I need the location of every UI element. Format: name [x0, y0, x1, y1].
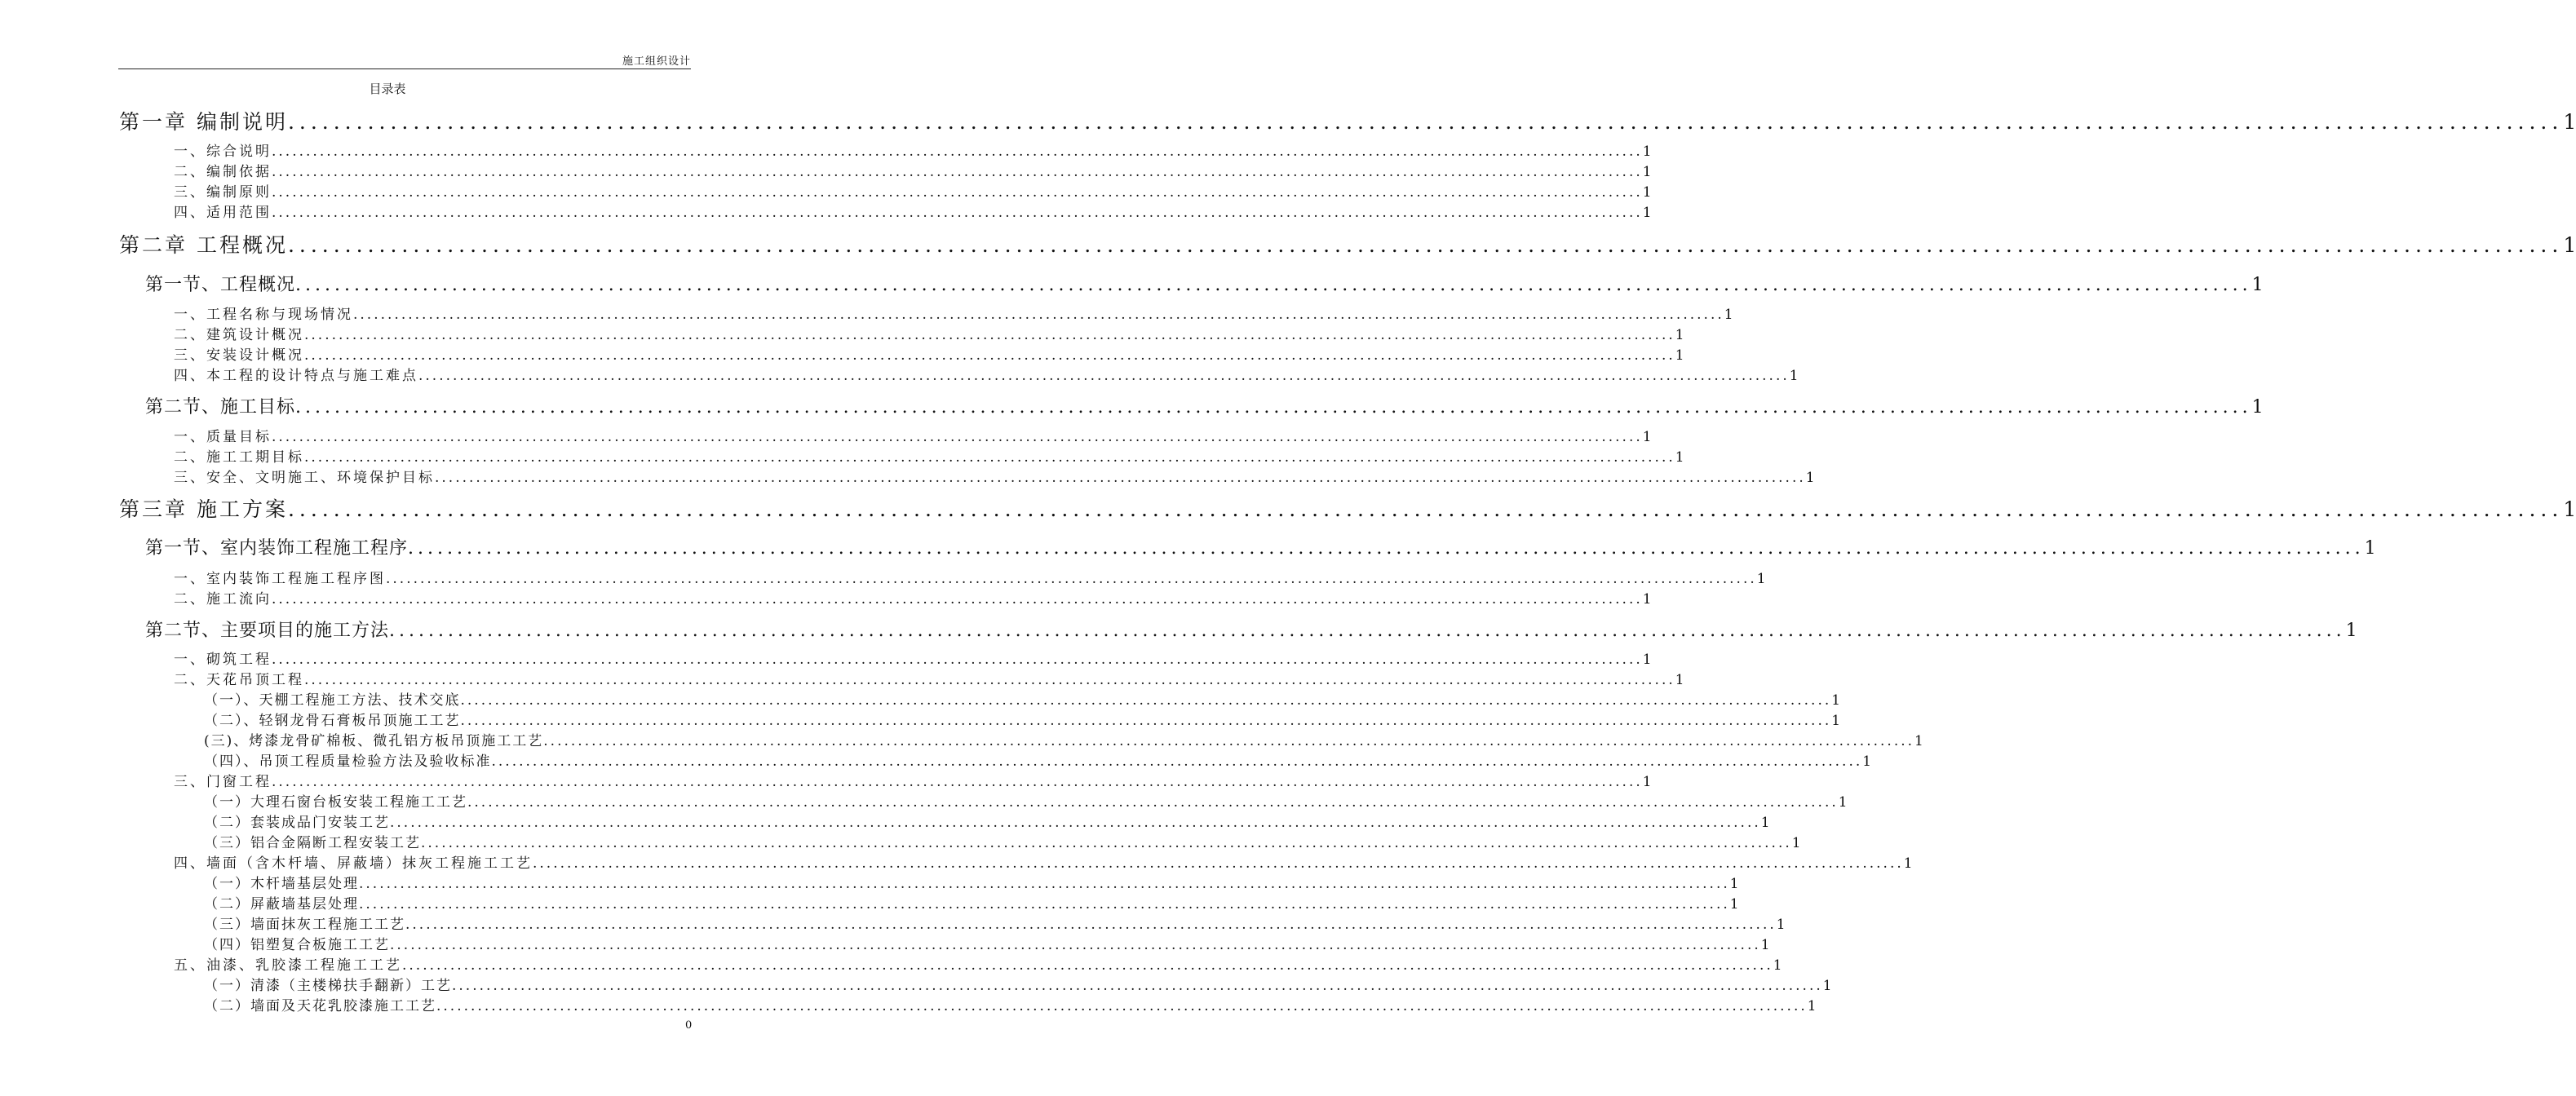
- toc-entry[interactable]: [204, 709, 1841, 729]
- toc-entry-page: 1: [1642, 164, 1652, 180]
- toc-entry-label: 第一章 编制说明: [119, 110, 288, 134]
- toc-entry-page: 1: [1791, 835, 1801, 851]
- toc-entry[interactable]: [145, 271, 2264, 296]
- toc-entry-label: 五、油漆、乳胶漆工程施工工艺: [174, 957, 402, 974]
- toc-entry-page: 1: [1729, 876, 1739, 892]
- toc-leader-dots: ........................................................................................................................................................................................................: [389, 621, 2346, 641]
- toc-entry[interactable]: [204, 974, 1832, 994]
- toc-entry-label: 一、综合说明: [174, 144, 272, 160]
- toc-leader-dots: ........................................................................................................................................................................................................: [304, 672, 1675, 688]
- toc-entry[interactable]: [204, 892, 1739, 913]
- toc-entry-page: 1: [1776, 917, 1786, 933]
- toc-leader-dots: ........................................................................................................................................................................................................: [353, 307, 1724, 323]
- toc-entry[interactable]: [174, 770, 1652, 790]
- toc-entry-label: (三)、烤漆龙骨矿棉板、微孔铝方板吊顶施工工艺: [204, 733, 544, 749]
- toc-entry-page: 1: [1903, 855, 1913, 872]
- toc-entry[interactable]: [174, 323, 1684, 343]
- toc-entry-page: 1: [1822, 978, 1832, 994]
- toc-leader-dots: ........................................................................................................................................................................................................: [533, 855, 1904, 872]
- toc-entry[interactable]: [204, 790, 1848, 811]
- toc-entry-page: 1: [2563, 233, 2576, 257]
- toc-leader-dots: ........................................................................................................................................................................................................: [405, 917, 1777, 933]
- toc-entry[interactable]: [204, 831, 1801, 851]
- toc-entry-page: 1: [1724, 307, 1733, 323]
- toc-leader-dots: ........................................................................................................................................................................................................: [272, 429, 1643, 445]
- toc-entry-page: 1: [1642, 205, 1652, 221]
- toc-entry-page: 1: [2364, 538, 2376, 559]
- toc-leader-dots: ........................................................................................................................................................................................................: [467, 794, 1839, 811]
- toc-entry-label: （四）、吊顶工程质量检验方法及验收标准: [204, 754, 492, 770]
- toc-leader-dots: ........................................................................................................................................................................................................: [460, 713, 1832, 729]
- toc-entry-label: （二）套装成品门安装工艺: [204, 815, 390, 831]
- toc-entry[interactable]: [174, 953, 1782, 974]
- toc-entry-page: 1: [2251, 397, 2264, 418]
- toc-entry[interactable]: [174, 647, 1652, 668]
- toc-entry-page: 1: [1838, 794, 1848, 811]
- toc-entry[interactable]: [204, 811, 1770, 831]
- toc-entry[interactable]: [204, 994, 1817, 1014]
- toc-leader-dots: ........................................................................................................................................................................................................: [390, 815, 1761, 831]
- toc-entry-page: 1: [1675, 449, 1684, 466]
- toc-entry-label: 一、工程名称与现场情况: [174, 307, 353, 323]
- running-header: 施工组织设计: [622, 55, 691, 68]
- toc-entry-page: 1: [1642, 429, 1652, 445]
- toc-entry[interactable]: [174, 364, 1799, 384]
- toc-leader-dots: ........................................................................................................................................................................................................: [402, 957, 1773, 974]
- toc-entry-label: （一）、天棚工程施工方法、技术交底: [204, 692, 461, 709]
- toc-entry-page: 1: [2251, 275, 2264, 295]
- toc-entry-label: 四、适用范围: [174, 205, 272, 221]
- toc-entry-label: 二、施工工期目标: [174, 449, 304, 466]
- toc-entry-page: 1: [1831, 692, 1841, 709]
- toc-entry[interactable]: [174, 160, 1652, 180]
- toc-entry-page: 1: [1756, 571, 1766, 587]
- toc-leader-dots: ........................................................................................................................................................................................................: [272, 591, 1643, 608]
- toc-entry[interactable]: [174, 201, 1652, 221]
- toc-entry-label: 三、编制原则: [174, 184, 272, 201]
- toc-entry[interactable]: [174, 180, 1652, 201]
- toc-entry[interactable]: [145, 534, 2376, 559]
- toc-leader-dots: ........................................................................................................................................................................................................: [421, 835, 1792, 851]
- toc-entry[interactable]: [145, 616, 2357, 642]
- toc-entry[interactable]: [204, 749, 1872, 770]
- toc-entry-page: 1: [1773, 957, 1782, 974]
- toc-entry[interactable]: [119, 493, 2576, 523]
- toc-leader-dots: ........................................................................................................................................................................................................: [304, 327, 1675, 343]
- toc-entry-label: 三、门窗工程: [174, 774, 272, 790]
- toc-entry[interactable]: [174, 303, 1733, 323]
- toc-entry[interactable]: [119, 229, 2576, 259]
- toc-leader-dots: ........................................................................................................................................................................................................: [287, 233, 2564, 257]
- toc-entry-page: 1: [1642, 184, 1652, 201]
- toc-entry[interactable]: [204, 913, 1786, 933]
- toc-entry-label: 第二章 工程概况: [119, 233, 288, 257]
- toc-entry-page: 1: [1805, 470, 1815, 486]
- toc-entry-label: （三）墙面抹灰工程施工工艺: [204, 917, 405, 933]
- toc-entry-label: 一、室内装饰工程施工程序图: [174, 571, 386, 587]
- toc-entry-page: 1: [1642, 774, 1652, 790]
- toc-entry-page: 1: [1675, 327, 1684, 343]
- toc-entry-label: 四、本工程的设计特点与施工难点: [174, 368, 418, 384]
- toc-entry[interactable]: [174, 445, 1684, 466]
- toc-entry-page: 1: [1789, 368, 1799, 384]
- toc-entry-page: 1: [1862, 754, 1872, 770]
- toc-title: 目录表: [369, 82, 406, 96]
- toc-leader-dots: ........................................................................................................................................................................................................: [272, 205, 1643, 221]
- toc-leader-dots: ........................................................................................................................................................................................................: [304, 347, 1675, 364]
- toc-entry[interactable]: [174, 343, 1684, 364]
- toc-entry[interactable]: [174, 587, 1652, 608]
- toc-entry-label: （四）铝塑复合板施工工艺: [204, 937, 390, 953]
- toc-entry[interactable]: [174, 425, 1652, 445]
- toc-leader-dots: ........................................................................................................................................................................................................: [543, 733, 1915, 749]
- toc-entry-label: 一、质量目标: [174, 429, 272, 445]
- toc-leader-dots: ........................................................................................................................................................................................................: [452, 978, 1823, 994]
- toc-entry-page: 1: [1675, 347, 1684, 364]
- toc-entry[interactable]: [119, 106, 2576, 135]
- toc-entry[interactable]: [174, 668, 1684, 688]
- toc-entry-label: （二）、轻钢龙骨石膏板吊顶施工工艺: [204, 713, 461, 729]
- toc-leader-dots: ........................................................................................................................................................................................................: [386, 571, 1757, 587]
- toc-entry-page: 1: [1760, 937, 1770, 953]
- page-number: 0: [685, 1019, 693, 1032]
- toc-leader-dots: ........................................................................................................................................................................................................: [287, 497, 2564, 521]
- toc-entry-page: 1: [1729, 896, 1739, 913]
- toc-leader-dots: ........................................................................................................................................................................................................: [295, 275, 2252, 295]
- toc-leader-dots: ........................................................................................................................................................................................................: [287, 110, 2564, 134]
- toc-leader-dots: ........................................................................................................................................................................................................: [436, 998, 1808, 1014]
- toc-entry[interactable]: [174, 466, 1815, 486]
- toc-entry[interactable]: [204, 688, 1841, 709]
- toc-entry-page: 1: [2563, 110, 2576, 134]
- toc-entry[interactable]: [174, 851, 1913, 872]
- toc-entry-page: 1: [1642, 144, 1652, 160]
- toc-entry-page: 1: [1760, 815, 1770, 831]
- toc-entry-label: 第三章 施工方案: [119, 497, 288, 521]
- toc-leader-dots: ........................................................................................................................................................................................................: [272, 164, 1643, 180]
- toc-leader-dots: ........................................................................................................................................................................................................: [491, 754, 1863, 770]
- toc-leader-dots: ........................................................................................................................................................................................................: [272, 144, 1643, 160]
- toc-leader-dots: ........................................................................................................................................................................................................: [390, 937, 1761, 953]
- toc-leader-dots: ........................................................................................................................................................................................................: [304, 449, 1675, 466]
- toc-entry-label: 二、天花吊顶工程: [174, 672, 304, 688]
- toc-entry-label: 二、建筑设计概况: [174, 327, 304, 343]
- toc-entry-label: （三）铝合金隔断工程安装工艺: [204, 835, 421, 851]
- toc-entry-page: 1: [1914, 733, 1923, 749]
- toc-entry-page: 1: [1642, 652, 1652, 668]
- toc-entry-label: （一）木杆墙基层处理: [204, 876, 359, 892]
- toc-entry-label: （一）大理石窗台板安装工程施工工艺: [204, 794, 467, 811]
- toc-entry[interactable]: [204, 872, 1739, 892]
- toc-leader-dots: ........................................................................................................................................................................................................: [359, 896, 1730, 913]
- toc-entry-label: 二、编制依据: [174, 164, 272, 180]
- toc-entry-label: 二、施工流向: [174, 591, 272, 608]
- toc-entry-label: 三、安全、文明施工、环境保护目标: [174, 470, 435, 486]
- toc-leader-dots: ........................................................................................................................................................................................................: [359, 876, 1730, 892]
- toc-leader-dots: ........................................................................................................................................................................................................: [418, 368, 1790, 384]
- toc-entry-page: 1: [1807, 998, 1817, 1014]
- toc-entry-label: （二）屏蔽墙基层处理: [204, 896, 359, 913]
- toc-entry-label: 四、墙面（含木杆墙、屏蔽墙）抹灰工程施工工艺: [174, 855, 533, 872]
- toc-entry-page: 1: [2563, 497, 2576, 521]
- toc-entry-label: 第二节、主要项目的施工方法: [145, 621, 390, 641]
- toc-entry[interactable]: [204, 729, 1923, 749]
- toc-leader-dots: ........................................................................................................................................................................................................: [272, 774, 1643, 790]
- toc-entry-label: 一、砌筑工程: [174, 652, 272, 668]
- toc-leader-dots: ........................................................................................................................................................................................................: [272, 652, 1643, 668]
- toc-entry-label: 第二节、施工目标: [145, 397, 296, 418]
- toc-entry-page: 1: [1642, 591, 1652, 608]
- toc-entry-label: （一）清漆（主楼梯扶手翻新）工艺: [204, 978, 452, 994]
- toc-entry-label: 三、安装设计概况: [174, 347, 304, 364]
- toc-entry-label: 第一节、工程概况: [145, 275, 296, 295]
- toc-entry-page: 1: [1675, 672, 1684, 688]
- toc-entry[interactable]: [204, 933, 1770, 953]
- toc-entry[interactable]: [174, 567, 1766, 587]
- toc-leader-dots: ........................................................................................................................................................................................................: [408, 538, 2365, 559]
- toc-entry-page: 1: [1831, 713, 1841, 729]
- toc-entry-page: 1: [2345, 621, 2357, 641]
- toc-entry[interactable]: [145, 393, 2264, 418]
- toc-leader-dots: ........................................................................................................................................................................................................: [295, 397, 2252, 418]
- toc-leader-dots: ........................................................................................................................................................................................................: [460, 692, 1832, 709]
- toc-entry-label: 第一节、室内装饰工程施工程序: [145, 538, 409, 559]
- toc-leader-dots: ........................................................................................................................................................................................................: [435, 470, 1806, 486]
- toc-entry-label: （二）墙面及天花乳胶漆施工工艺: [204, 998, 436, 1014]
- toc-entry[interactable]: [174, 139, 1652, 160]
- toc-leader-dots: ........................................................................................................................................................................................................: [272, 184, 1643, 201]
